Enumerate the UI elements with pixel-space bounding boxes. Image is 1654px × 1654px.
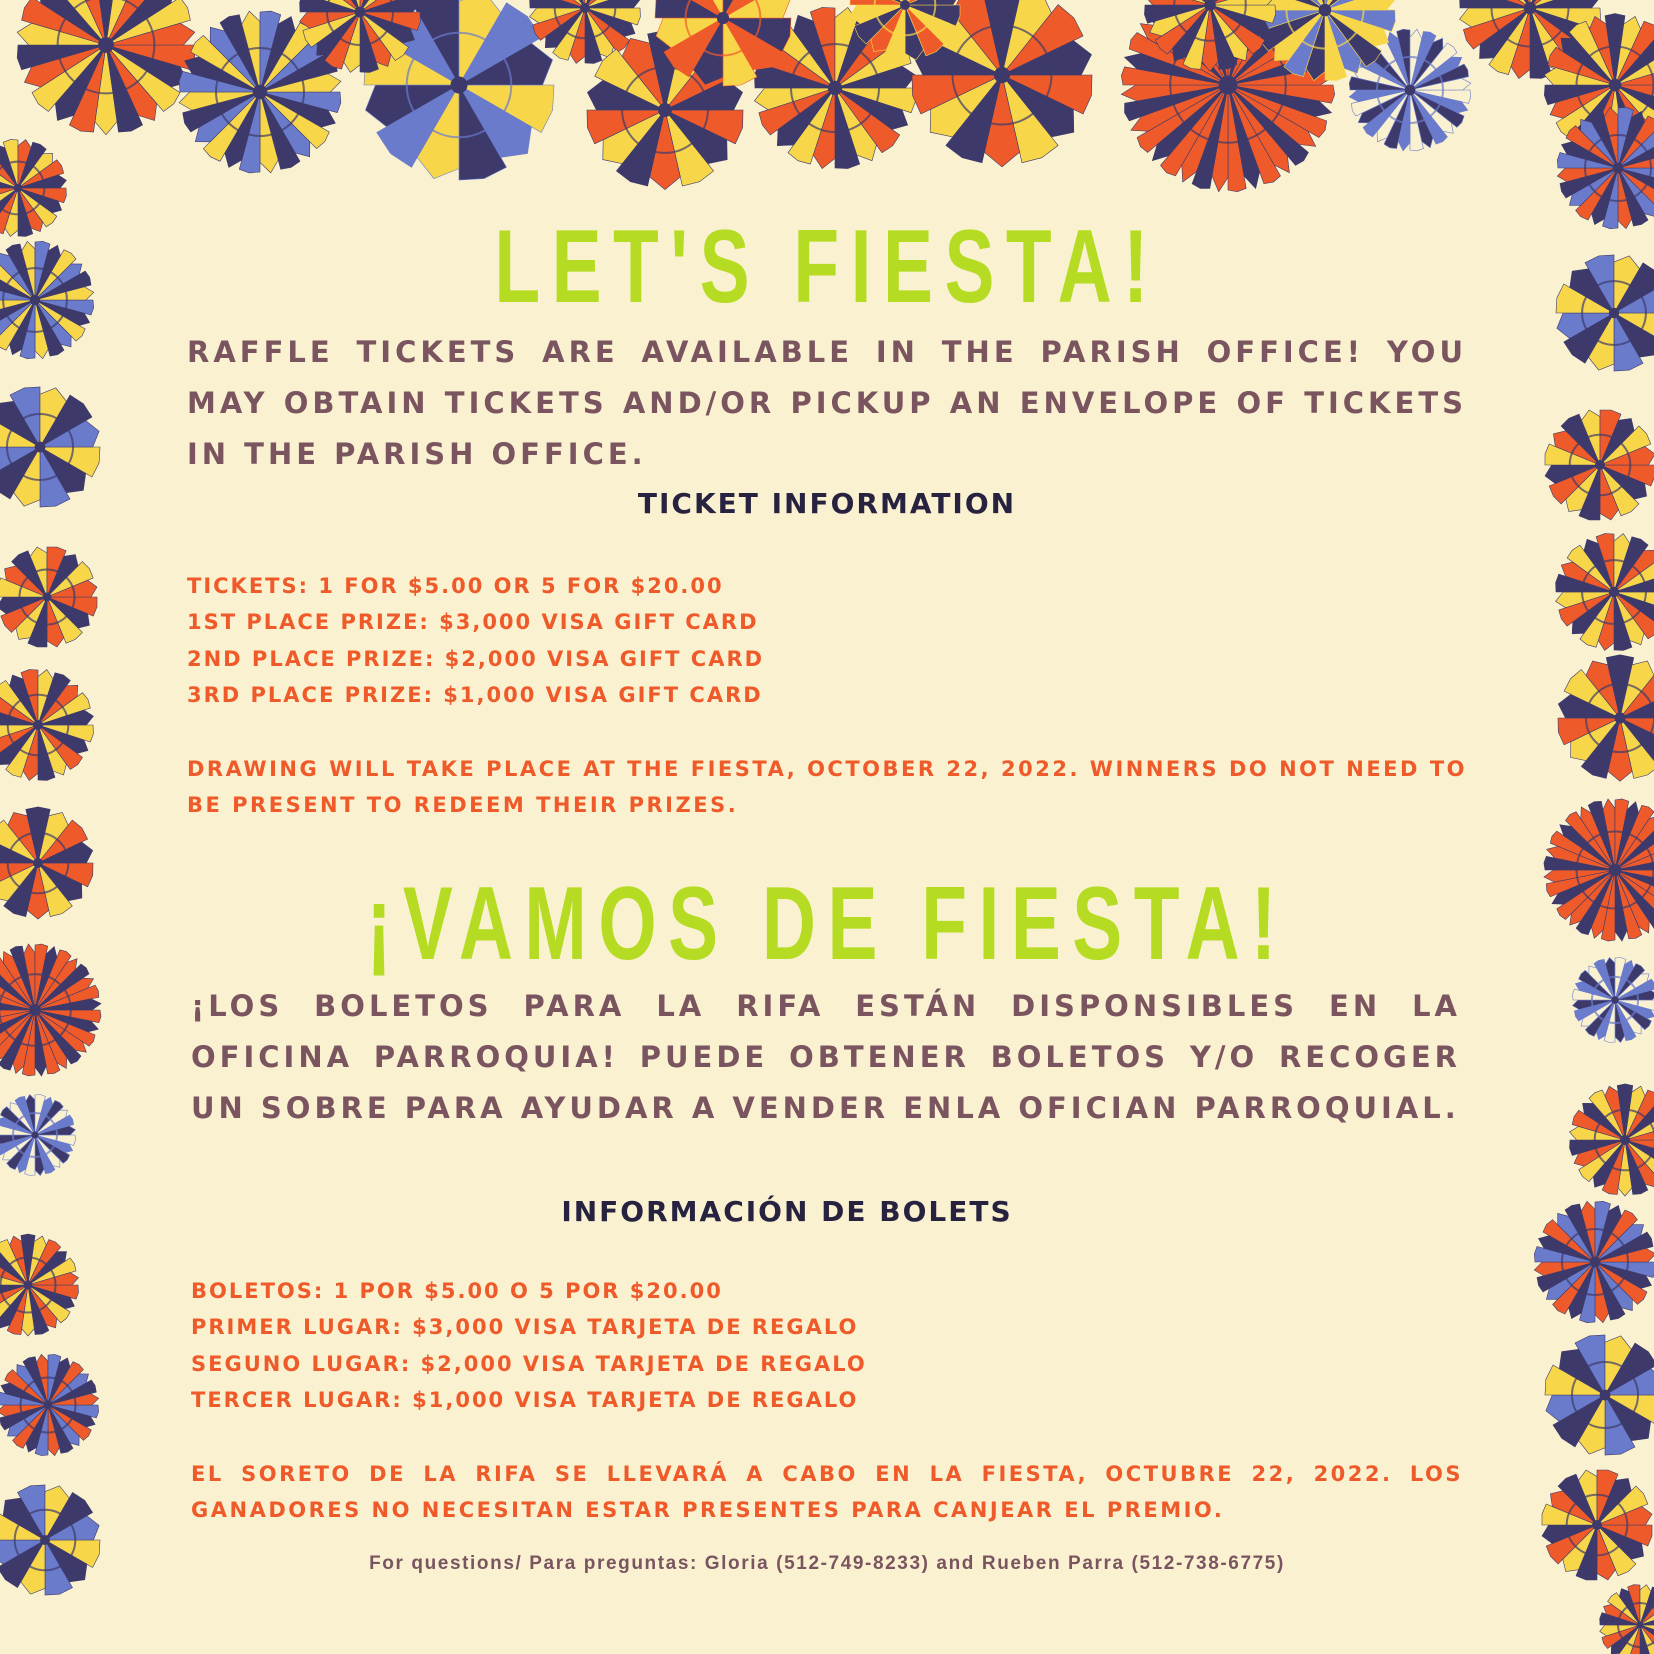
- spanish-details-block: [191, 1273, 1471, 1418]
- paper-fan-icon: [1556, 255, 1654, 371]
- spanish-details-list: [191, 1273, 1471, 1418]
- paper-fan-icon: [1544, 799, 1654, 941]
- paper-fan-icon: [0, 1485, 100, 1595]
- spanish-intro: ¡LOS BOLETOS PARA LA RIFA ESTÁN DISPONSIBLES EN LA OFICINA PARROQUIA! PUEDE OBTENER BOLETOS Y/O RECOGER UN SOBRE PARA AYUDAR A VENDER ENLA OFICIAN PARROQUIAL.: [191, 989, 1461, 1125]
- english-intro-block: [187, 327, 1467, 480]
- paper-fan-icon: [0, 1354, 99, 1455]
- paper-fan-icon: [0, 140, 66, 237]
- paper-fan-icon: [17, 0, 195, 135]
- paper-fan-icon: [1545, 1335, 1654, 1455]
- paper-fan-icon: [1600, 1585, 1654, 1654]
- spanish-detail-line: SEGUNO LUGAR: $2,000 VISA TARJETA DE REGALO: [191, 1351, 867, 1376]
- contact-footer: For questions/ Para preguntas: Gloria (512-749-8233) and Rueben Parra (512-738-6775): [369, 1553, 1285, 1574]
- english-detail-line: 2ND PLACE PRIZE: $2,000 VISA GIFT CARD: [187, 646, 765, 671]
- spanish-intro-block: [191, 981, 1461, 1134]
- paper-fan-icon: [1558, 655, 1654, 781]
- english-drawing-note: DRAWING WILL TAKE PLACE AT THE FIESTA, OCTOBER 22, 2022. WINNERS DO NOT NEED TO BE PRESENT TO REDEEM THEIR PRIZES.: [187, 757, 1467, 817]
- paper-fan-icon: [0, 1095, 76, 1176]
- english-detail-line: TICKETS: 1 FOR $5.00 OR 5 FOR $20.00: [187, 574, 724, 598]
- paper-fan-icon: [0, 944, 101, 1076]
- spanish-detail-line: PRIMER LUGAR: $3,000 VISA TARJETA DE REGALO: [191, 1315, 859, 1340]
- english-detail-line: 3RD PLACE PRIZE: $1,000 VISA GIFT CARD: [187, 682, 763, 707]
- paper-fan-icon: [1570, 1084, 1654, 1196]
- paper-fan-icon: [0, 241, 94, 358]
- english-details-list: [187, 568, 1467, 713]
- english-intro: RAFFLE TICKETS ARE AVAILABLE IN THE PARISH OFFICE! YOU MAY OBTAIN TICKETS AND/OR PICKUP AN ENVELOPE OF TICKETS IN THE PARISH OFFICE.: [187, 335, 1467, 471]
- paper-fan-icon: [0, 670, 93, 781]
- spanish-detail-line: BOLETOS: 1 POR $5.00 O 5 POR $20.00: [191, 1279, 723, 1303]
- english-title: LET'S FIESTA!: [494, 209, 1160, 325]
- spanish-drawing-note: EL SORETO DE LA RIFA SE LLEVARÁ A CABO EN LA FIESTA, OCTUBRE 22, 2022. LOS GANADORES NO NECESITAN ESTAR PRESENTES PARA CANJEAR EL PREMIO.: [191, 1462, 1463, 1522]
- paper-fan-icon: [0, 1234, 79, 1336]
- paper-fan-icon: [0, 547, 97, 647]
- english-detail-line: 1ST PLACE PRIZE: $3,000 VISA GIFT CARD: [187, 610, 759, 635]
- spanish-detail-line: TERCER LUGAR: $1,000 VISA TARJETA DE REGALO: [191, 1387, 859, 1412]
- spanish-title: ¡VAMOS DE FIESTA!: [366, 866, 1288, 982]
- english-ticket-heading: TICKET INFORMATION: [637, 487, 1017, 520]
- english-note-block: [187, 751, 1467, 823]
- paper-fan-icon: [1556, 534, 1654, 651]
- paper-fan-icon: [0, 807, 93, 919]
- english-details-block: [187, 568, 1467, 713]
- spanish-note-block: [191, 1456, 1463, 1528]
- spanish-ticket-heading: INFORMACIÓN DE BOLETS: [561, 1195, 1013, 1228]
- paper-fan-icon: [1573, 958, 1654, 1043]
